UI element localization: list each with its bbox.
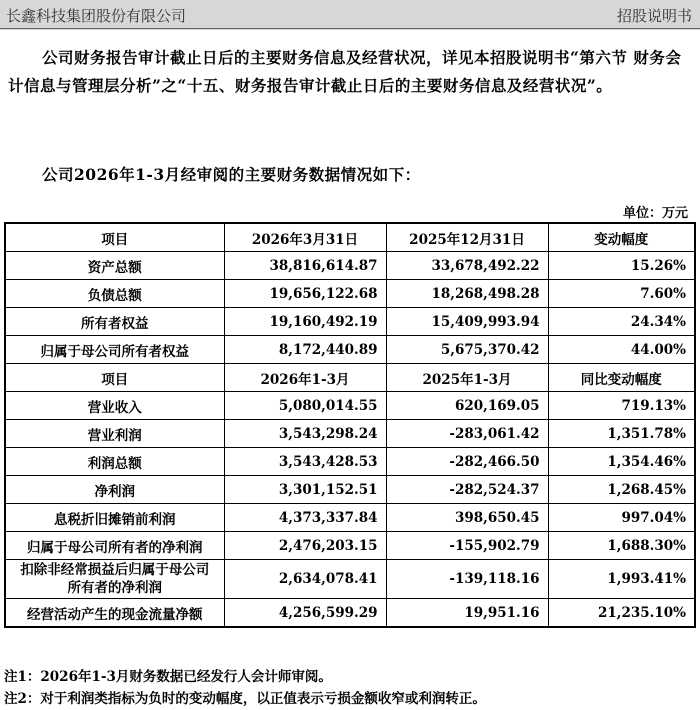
value-cell: 2,634,078.41: [224, 560, 386, 599]
header-cell: 项目: [5, 223, 224, 252]
table-row: [5, 280, 695, 308]
financial-table: [4, 222, 696, 628]
value-cell: 1,993.41%: [548, 560, 695, 599]
note-1: 注1：2026年1-3月财务数据已经发行人会计师审阅。: [4, 669, 332, 685]
note-2: 注2：对于利润类指标为负时的变动幅度，以正值表示亏损金额收窄或利润转正。: [4, 691, 486, 707]
value-cell: 18,268,498.28: [386, 280, 548, 308]
value-cell: 3,301,152.51: [224, 476, 386, 504]
value-cell: 19,656,122.68: [224, 280, 386, 308]
value-cell: 1,268.45%: [548, 476, 695, 504]
table-row: [5, 308, 695, 336]
header-cell: 2025年12月31日: [386, 223, 548, 252]
value-cell: 4,256,599.29: [224, 599, 386, 628]
header-cell: 2026年3月31日: [224, 223, 386, 252]
value-cell: 5,080,014.55: [224, 392, 386, 420]
value-cell: 1,354.46%: [548, 448, 695, 476]
value-cell: 620,169.05: [386, 392, 548, 420]
table-row: [5, 532, 695, 560]
value-cell: 33,678,492.22: [386, 252, 548, 280]
item-cell: 利润总额: [5, 448, 224, 476]
value-cell: 997.04%: [548, 504, 695, 532]
table-row: [5, 599, 695, 628]
item-cell: 归属于母公司所有者的净利润: [5, 532, 224, 560]
value-cell: 19,160,492.19: [224, 308, 386, 336]
table-header-row: [5, 364, 695, 392]
value-cell: 44.00%: [548, 336, 695, 364]
lead-paragraph: 公司2026年1-3月经审阅的主要财务数据情况如下：: [42, 165, 421, 184]
item-cell: 资产总额: [5, 252, 224, 280]
value-cell: 5,675,370.42: [386, 336, 548, 364]
table-row: [5, 560, 695, 599]
intro-paragraph: 公司财务报告审计截止日后的主要财务信息及经营状况，详见本招股说明书“第六节 财务会计信息与管理层分析”之“十五、财务报告审计截止日后的主要财务信息及经营状况”。: [8, 48, 682, 95]
item-cell: 负债总额: [5, 280, 224, 308]
value-cell: 15.26%: [548, 252, 695, 280]
value-cell: -155,902.79: [386, 532, 548, 560]
item-cell: 归属于母公司所有者权益: [5, 336, 224, 364]
financial-table-body: [5, 223, 695, 627]
value-cell: 398,650.45: [386, 504, 548, 532]
table-row: [5, 448, 695, 476]
value-cell: 3,543,298.24: [224, 420, 386, 448]
value-cell: 2,476,203.15: [224, 532, 386, 560]
value-cell: 15,409,993.94: [386, 308, 548, 336]
company-name: 长鑫科技集团股份有限公司: [6, 7, 187, 25]
item-cell: 营业利润: [5, 420, 224, 448]
header-cell: 同比变动幅度: [548, 364, 695, 392]
header-rule: [0, 28, 700, 29]
header-cell: 项目: [5, 364, 224, 392]
value-cell: -283,061.42: [386, 420, 548, 448]
value-cell: -282,524.37: [386, 476, 548, 504]
value-cell: 1,688.30%: [548, 532, 695, 560]
item-cell: 息税折旧摊销前利润: [5, 504, 224, 532]
value-cell: 8,172,440.89: [224, 336, 386, 364]
value-cell: 21,235.10%: [548, 599, 695, 628]
value-cell: 719.13%: [548, 392, 695, 420]
document-type: 招股说明书: [616, 7, 692, 25]
value-cell: 4,373,337.84: [224, 504, 386, 532]
value-cell: 24.34%: [548, 308, 695, 336]
table-row: [5, 504, 695, 532]
table-row: [5, 336, 695, 364]
table-header-row: [5, 223, 695, 252]
table-row: [5, 476, 695, 504]
page-header: [0, 0, 700, 30]
value-cell: 1,351.78%: [548, 420, 695, 448]
item-cell: 扣除非经常损益后归属于母公司所有者的净利润: [5, 560, 224, 599]
value-cell: -282,466.50: [386, 448, 548, 476]
table-row: [5, 420, 695, 448]
header-cell: 2026年1-3月: [224, 364, 386, 392]
table-row: [5, 392, 695, 420]
item-cell: 营业收入: [5, 392, 224, 420]
item-cell: 净利润: [5, 476, 224, 504]
value-cell: -139,118.16: [386, 560, 548, 599]
value-cell: 3,543,428.53: [224, 448, 386, 476]
header-cell: 2025年1-3月: [386, 364, 548, 392]
value-cell: 19,951.16: [386, 599, 548, 628]
item-cell: 经营活动产生的现金流量净额: [5, 599, 224, 628]
notes: [4, 666, 486, 710]
item-cell: 所有者权益: [5, 308, 224, 336]
header-cell: 变动幅度: [548, 223, 695, 252]
table-row: [5, 252, 695, 280]
value-cell: 38,816,614.87: [224, 252, 386, 280]
unit-label: 单位：万元: [622, 206, 688, 221]
value-cell: 7.60%: [548, 280, 695, 308]
